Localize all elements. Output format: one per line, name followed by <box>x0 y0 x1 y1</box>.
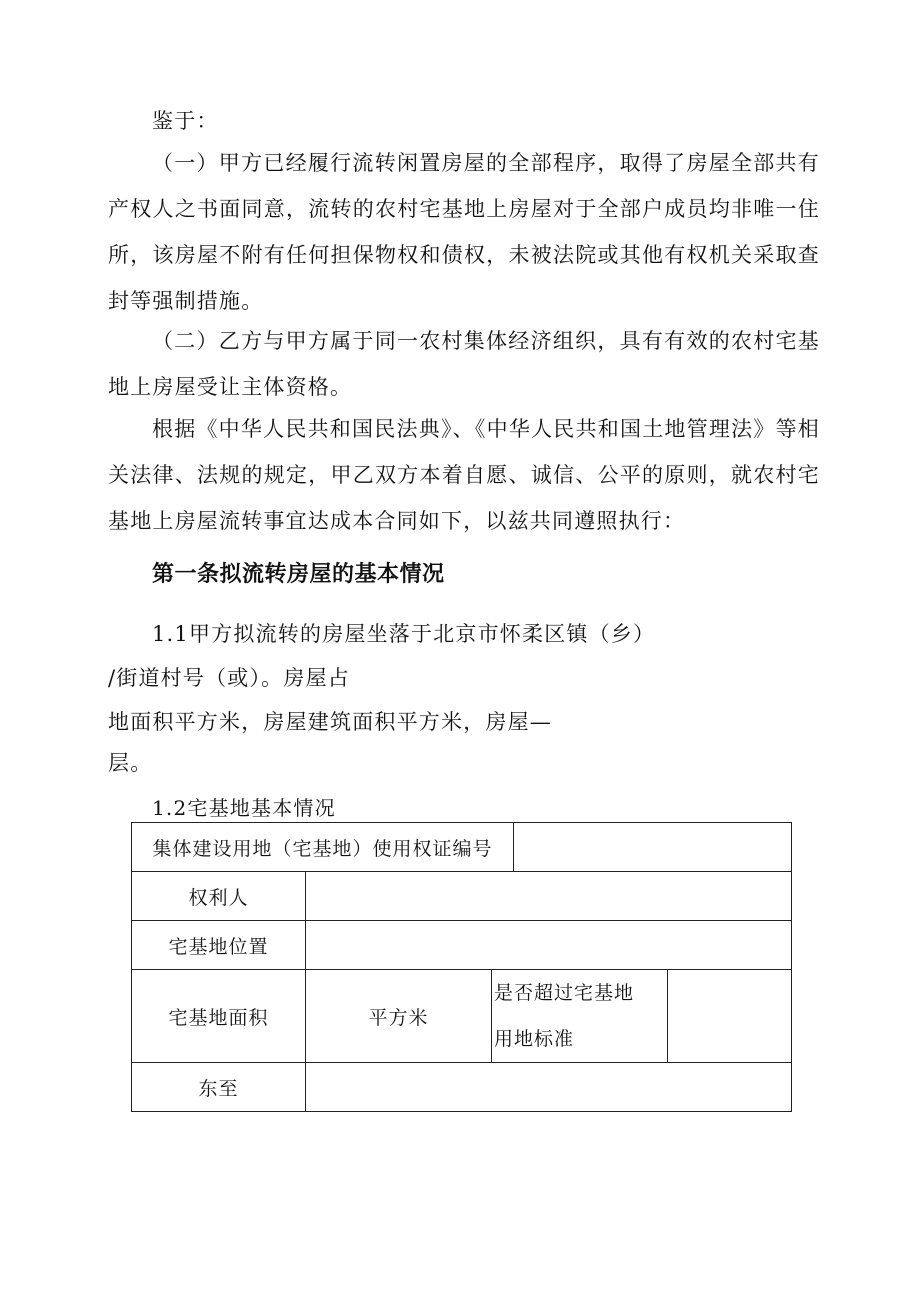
table-row <box>132 872 792 921</box>
exceeds-standard-answer <box>668 970 792 1063</box>
intro-whereas: 鉴于： <box>152 109 219 133</box>
homestead-info-table <box>131 822 792 1112</box>
whereas-clause-1: （一）甲方已经履行流转闲置房屋的全部程序，取得了房屋全部共有产权人之书面同意，流转的农村宅基地上房屋对于全部户成员均非唯一住所，该房屋不附有任何担保物权和债权，未被法院或其他有权机关采取查封等强制措施。 <box>108 151 820 313</box>
clause-1-2-title: 1.2宅基地基本情况 <box>152 796 336 820</box>
table-row <box>132 823 792 872</box>
right-holder-value <box>306 872 792 921</box>
east-boundary-label: 东至 <box>132 1063 306 1112</box>
homestead-area-unit: 平方米 <box>306 970 492 1063</box>
homestead-area-label: 宅基地面积 <box>132 970 306 1063</box>
certificate-number-label: 集体建设用地（宅基地）使用权证编号 <box>132 823 514 872</box>
clause-1-1-line-2: /街道村号（或）。房屋占 <box>108 666 350 690</box>
clause-1-1-line-1: 1.1甲方拟流转的房屋坐落于北京市怀柔区镇（乡） <box>152 622 656 646</box>
homestead-location-label: 宅基地位置 <box>132 921 306 970</box>
homestead-location-value <box>306 921 792 970</box>
right-holder-label: 权利人 <box>132 872 306 921</box>
table-row <box>132 1063 792 1112</box>
exceeds-standard-question <box>492 970 668 1063</box>
exceeds-standard-question-line-1: 是否超过宅基地 <box>494 982 635 1004</box>
exceeds-standard-question-line-2: 用地标准 <box>494 1028 575 1050</box>
whereas-clause-2: （二）乙方与甲方属于同一农村集体经济组织，具有有效的农村宅基地上房屋受让主体资格。 <box>108 329 820 399</box>
clause-1-1-line-3: 地面积平方米，房屋建筑面积平方米，房屋— <box>108 710 552 734</box>
legal-basis-paragraph: 根据《中华人民共和国民法典》、《中华人民共和国土地管理法》等相关法律、法规的规定，甲乙双方本着自愿、诚信、公平的原则，就农村宅基地上房屋流转事宜达成本合同如下，以兹共同遵照执行： <box>108 417 820 533</box>
table-row <box>132 970 792 1063</box>
table-row <box>132 921 792 970</box>
clause-1-1-line-4: 层。 <box>108 751 153 775</box>
certificate-number-value <box>514 823 792 872</box>
east-boundary-value <box>306 1063 792 1112</box>
article-1-heading: 第一条拟流转房屋的基本情况 <box>152 562 445 587</box>
